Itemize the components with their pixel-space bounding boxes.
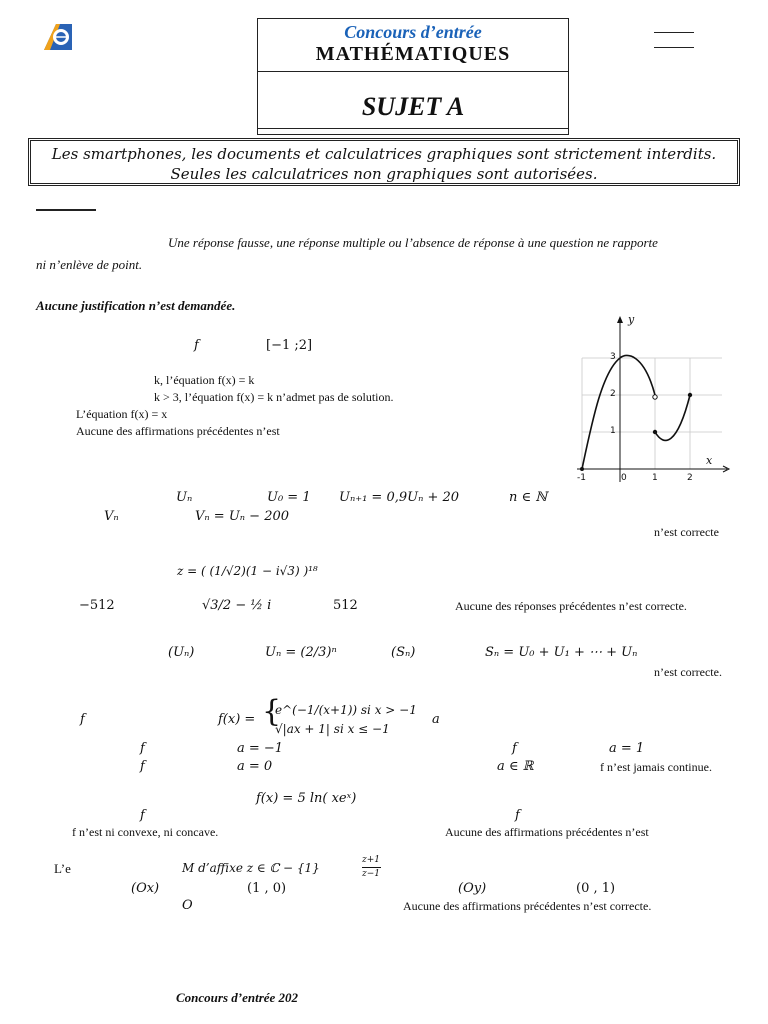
q7-point-10: (1 , 0) xyxy=(247,881,287,896)
school-logo xyxy=(42,22,74,52)
q1-f: f xyxy=(194,338,199,353)
curve-2 xyxy=(655,395,690,440)
q7-m: M d’affixe z ∈ ℂ − {1} xyxy=(182,861,320,875)
q5-option-a: a = −1 xyxy=(237,741,284,756)
notice-line-1: Les smartphones, les documents et calculatrices graphiques sont strictement interdits. xyxy=(51,145,717,163)
q7-oy: (Oy) xyxy=(458,881,487,896)
q5-brace: { xyxy=(262,694,282,729)
q5-option-b-f: f xyxy=(512,741,517,756)
graph-grid xyxy=(582,358,722,469)
q6-option-a: f xyxy=(140,808,145,823)
q2-un: Uₙ xyxy=(176,490,193,505)
q1-interval: [−1 ;2] xyxy=(266,338,313,353)
q5-option-e: f n’est jamais continue. xyxy=(600,760,712,774)
header-rule-2 xyxy=(654,47,694,48)
graph-y-tick-3: 3 xyxy=(610,352,616,362)
curve-1 xyxy=(582,355,655,469)
function-graph xyxy=(572,312,732,488)
header-box xyxy=(257,18,569,135)
q5-option-b: a = 1 xyxy=(609,741,645,756)
intro-line-1: Une réponse fausse, une réponse multiple ou l’absence de réponse à une question ne rapporte xyxy=(168,235,658,250)
q4-correct: n’est correcte. xyxy=(654,665,722,679)
notice-line-2: Seules les calculatrices non graphiques sont autorisées. xyxy=(170,165,598,183)
q7-frac-num: z+1 xyxy=(362,855,381,865)
graph-y-tick-1: 1 xyxy=(610,426,616,436)
footer-text: Concours d’entrée 202 xyxy=(176,990,299,1005)
q1-option-c: L’équation f(x) = x xyxy=(76,407,168,421)
q5-option-a-f: f xyxy=(140,741,145,756)
q7-ox: (Ox) xyxy=(131,881,160,896)
q7-frac-bar xyxy=(362,867,381,868)
q1-option-d: Aucune des affirmations précédentes n’est xyxy=(76,424,280,438)
q5-a: a xyxy=(432,712,440,727)
intro-bold: Aucune justification n’est demandée. xyxy=(36,298,236,313)
graph-x-tick-2: 2 xyxy=(687,473,693,483)
q3-option-d: Aucune des réponses précédentes n’est correcte. xyxy=(455,599,687,613)
graph-x-tick-0: 0 xyxy=(621,473,627,483)
q5-fx: f(x) = xyxy=(218,712,256,727)
q2-recurrence: Uₙ₊₁ = 0,9Uₙ + 20 xyxy=(339,490,460,505)
q2-correct: n’est correcte xyxy=(654,525,719,539)
q7-point-01: (0 , 1) xyxy=(576,881,616,896)
q4-un: (Uₙ) xyxy=(168,645,195,660)
q3-option-b: √3/2 − ½ i xyxy=(202,598,272,613)
q6-option-c: f n’est ni convexe, ni concave. xyxy=(72,825,219,839)
q5-f: f xyxy=(80,712,85,727)
q7-le: L’e xyxy=(54,861,71,876)
q7-option-d: Aucune des affirmations précédentes n’est correcte. xyxy=(403,899,652,913)
graph-x-label: x xyxy=(706,454,713,467)
header-subtitle: Concours d’entrée xyxy=(344,22,482,42)
q2-vdef: Vₙ = Uₙ − 200 xyxy=(195,509,290,524)
q6-option-b: f xyxy=(515,808,520,823)
q5-option-d: a ∈ ℝ xyxy=(497,759,534,774)
header-rule-1 xyxy=(654,32,694,33)
q3-option-a: −512 xyxy=(79,598,115,613)
notice-box xyxy=(28,138,740,186)
q1-option-b: k > 3, l’équation f(x) = k n’admet pas de solution. xyxy=(154,390,394,404)
q5-option-c-f: f xyxy=(140,759,145,774)
graph-x-tick-1: 1 xyxy=(652,473,658,483)
graph-x-tick-neg1: -1 xyxy=(577,473,586,483)
q5-option-c: a = 0 xyxy=(237,759,273,774)
q5-case-2: √|ax + 1| si x ≤ −1 xyxy=(275,722,390,736)
q4-sn: (Sₙ) xyxy=(391,645,416,660)
separator-line xyxy=(36,209,96,211)
q4-sdef: Sₙ = U₀ + U₁ + ⋯ + Uₙ xyxy=(485,645,638,660)
q7-o: O xyxy=(182,898,193,913)
q2-vn: Vₙ xyxy=(104,509,119,524)
q2-u0: U₀ = 1 xyxy=(267,490,311,505)
header-sujet: SUJET A xyxy=(361,92,465,121)
graph-y-label: y xyxy=(628,313,635,326)
q4-def: Uₙ = (2/3)ⁿ xyxy=(265,645,337,660)
header-title: MATHÉMATIQUES xyxy=(315,43,511,65)
q5-case-1: e^(−1/(x+1)) si x > −1 xyxy=(275,703,417,717)
graph-y-tick-2: 2 xyxy=(610,389,616,399)
q3-option-c: 512 xyxy=(333,598,358,613)
q2-n: n ∈ ℕ xyxy=(509,490,548,505)
q3-z: z = ( (1/√2)(1 − i√3) )¹⁸ xyxy=(177,564,318,578)
q7-frac-den: z−1 xyxy=(362,869,381,879)
q6-option-d: Aucune des affirmations précédentes n’est xyxy=(445,825,649,839)
q1-option-a: k, l’équation f(x) = k xyxy=(154,373,255,387)
q6-def: f(x) = 5 ln( xeˣ) xyxy=(256,791,357,806)
intro-line-2: ni n’enlève de point. xyxy=(36,257,143,272)
